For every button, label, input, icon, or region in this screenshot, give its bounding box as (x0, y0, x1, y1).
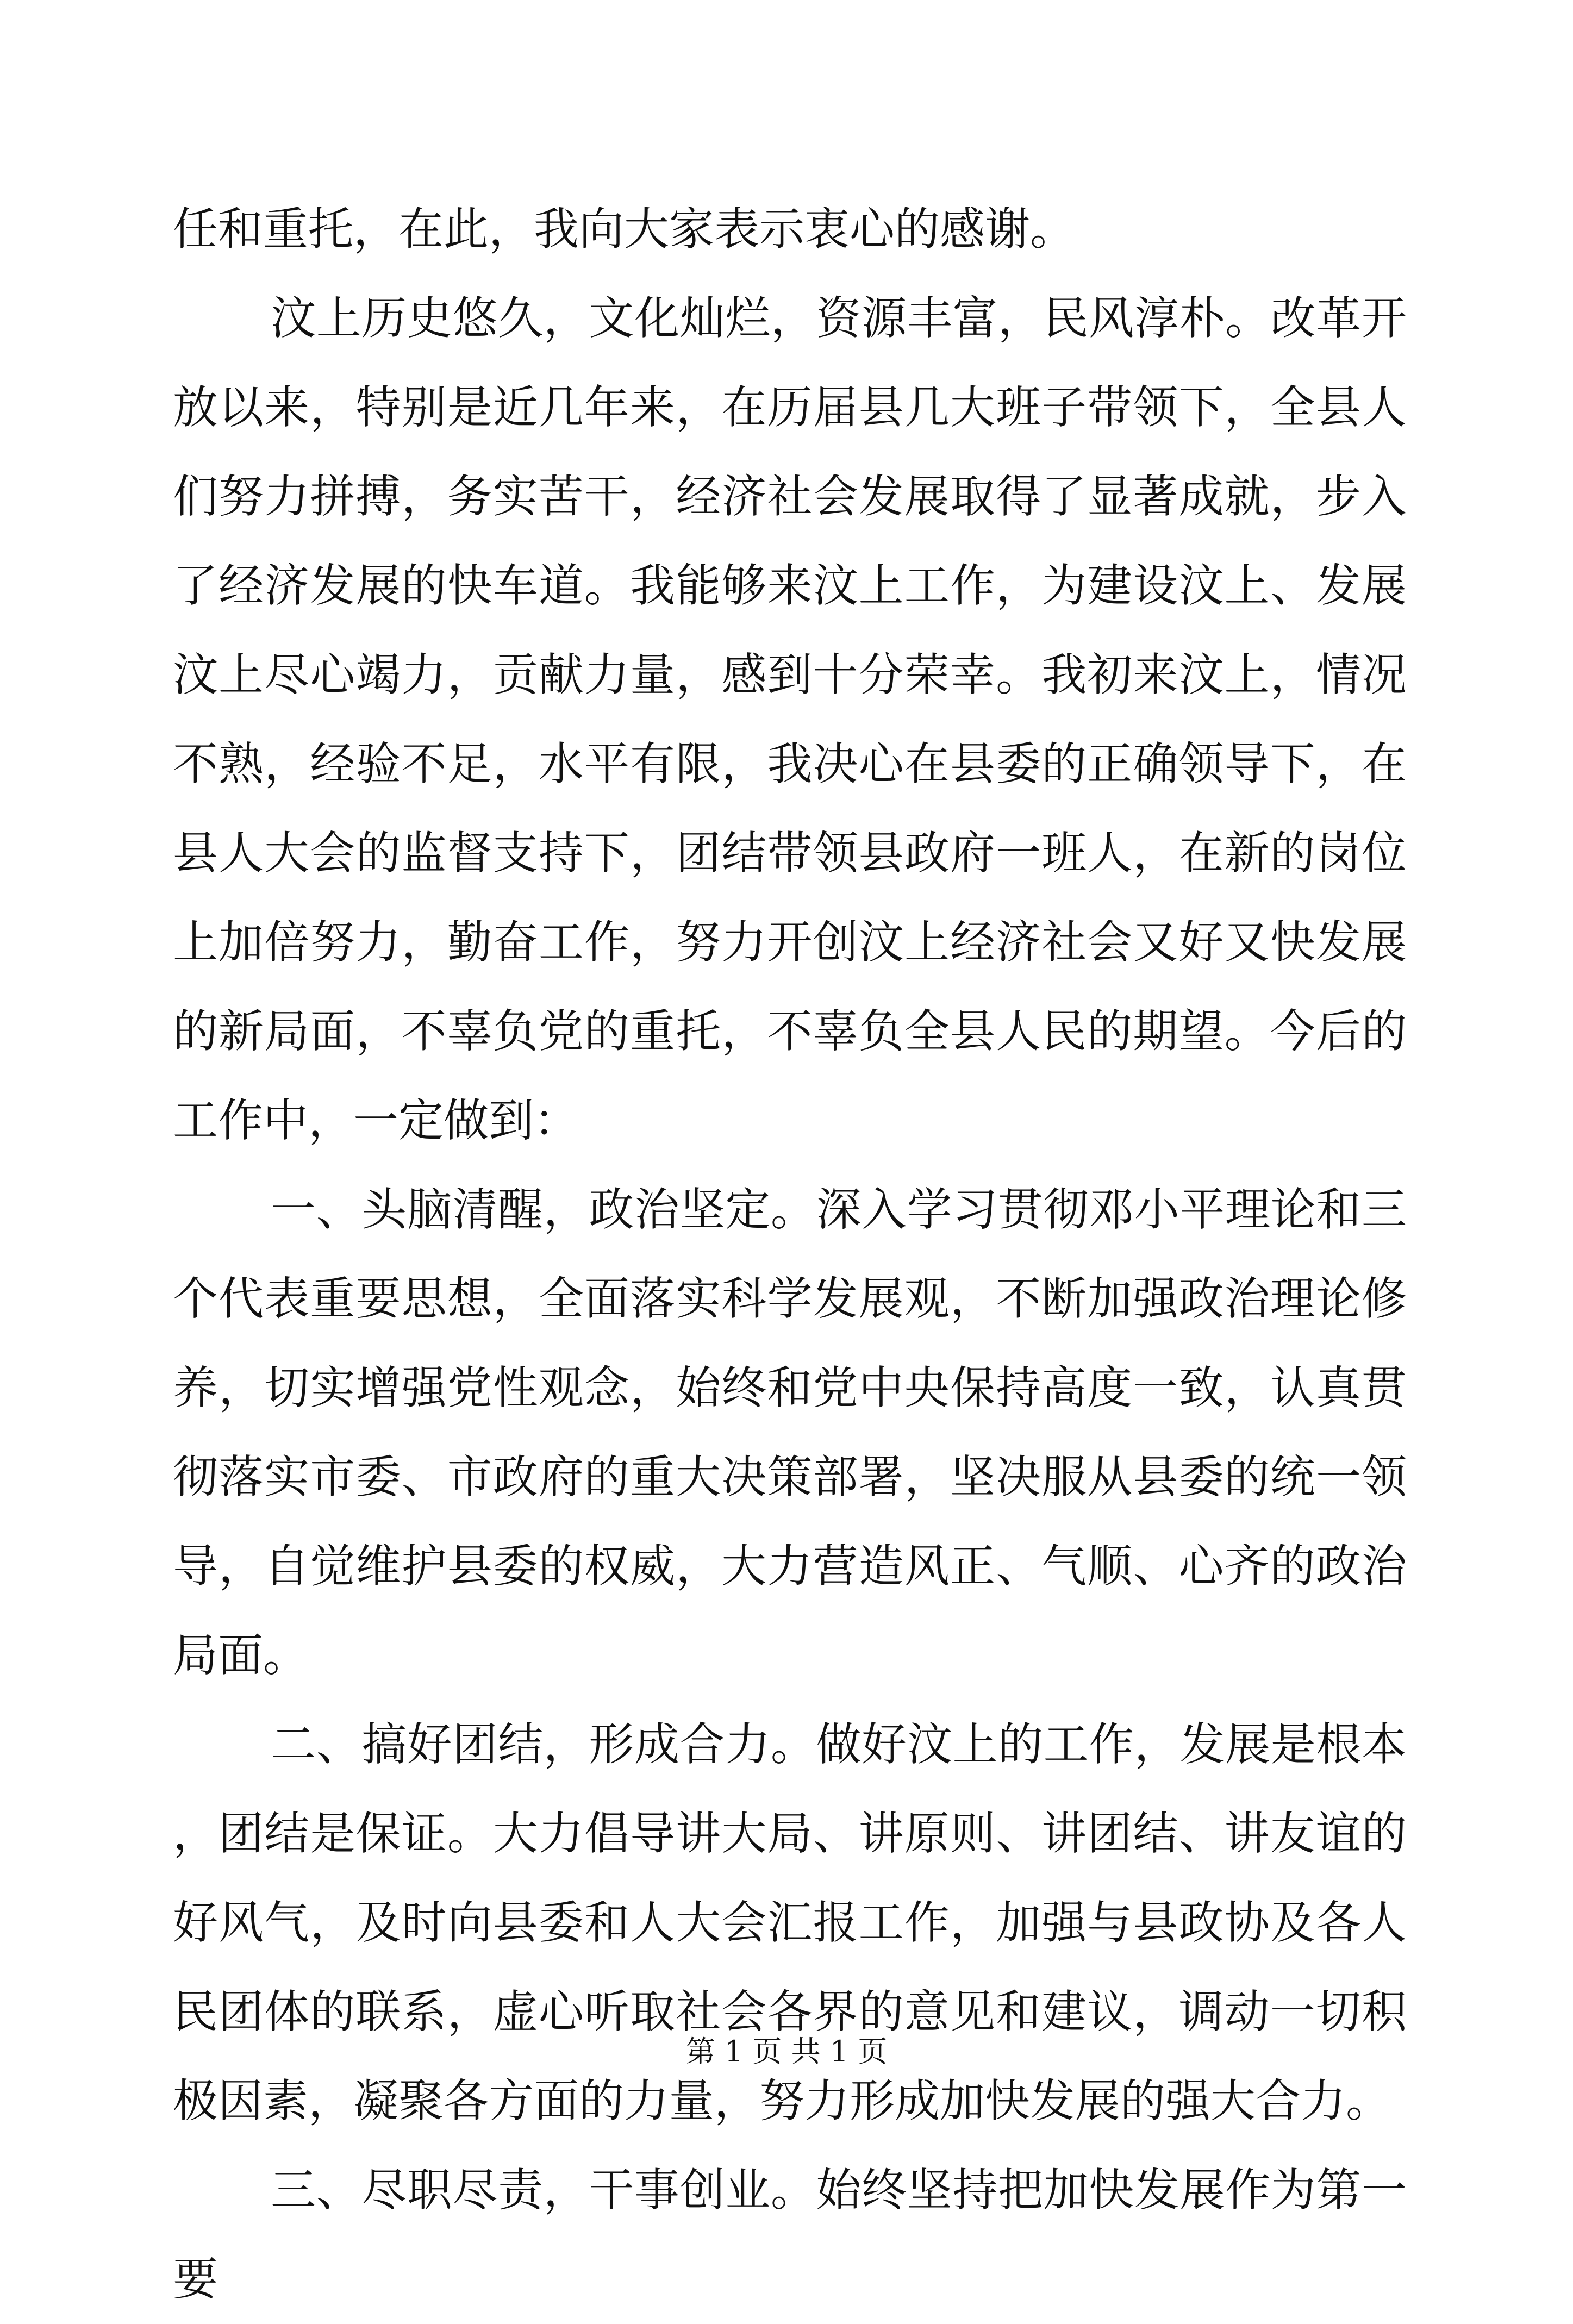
paragraph-3: 一、头脑清醒，政治坚定。深入学习贯彻邓小平理论和三个代表重要思想，全面落实科学发展观，不断加强政治理论修养，切实增强党性观念，始终和党中央保持高度一致，认真贯彻落实市委、市政府的重大决策部署，坚决服从县委的统一领导，自觉维护县委的权威，大力营造风正、气顺、心齐的政治局面。 (173, 1183, 1407, 1682)
paragraph-4: 二、搞好团结，形成合力。做好汶上的工作，发展是根本，团结是保证。大力倡导讲大局、讲原则、讲团结、讲友谊的好风气，及时向县委和人大会汇报工作，加强与县政协及各人民团体的联系，虚心听取社会各界的意见和建议，调动一切积极因素，凝聚各方面的力量，努力形成加快发展的强大合力。 (173, 1718, 1407, 2127)
paragraph-5: 三、尽职尽责，干事创业。始终坚持把加快发展作为第一要 (173, 2164, 1407, 2306)
document-body (173, 185, 1407, 2324)
page-footer: 第 1 页 共 1 页 (685, 2034, 888, 2069)
paragraph-1: 任和重托，在此，我向大家表示衷心的感谢。 (173, 203, 1075, 255)
paragraph-2: 汶上历史悠久，文化灿烂，资源丰富，民风淳朴。改革开放以来，特别是近几年来，在历届县几大班子带领下，全县人们努力拼搏，务实苦干，经济社会发展取得了显著成就，步入了经济发展的快车道。我能够来汶上工作，为建设汶上、发展汶上尽心竭力，贡献力量，感到十分荣幸。我初来汶上，情况不熟，经验不足，水平有限，我决心在县委的正确领导下，在县人大会的监督支持下，团结带领县政府一班人，在新的岗位上加倍努力，勤奋工作，努力开创汶上经济社会又好又快发展的新局面，不辜负党的重托，不辜负全县人民的期望。今后的工作中，一定做到： (173, 292, 1407, 1147)
